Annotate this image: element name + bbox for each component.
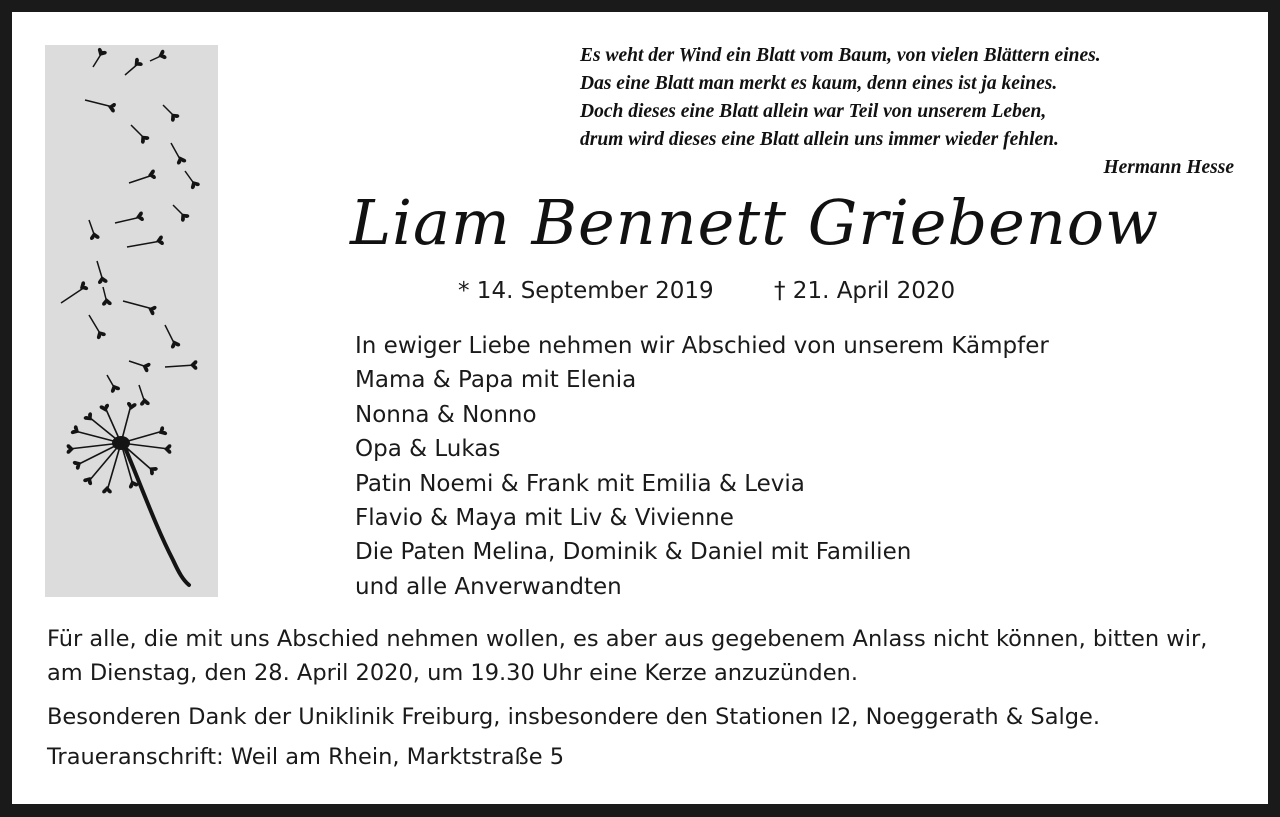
poem-author: Hermann Hesse	[1103, 157, 1234, 178]
mourners-intro: In ewiger Liebe nehmen wir Abschied von unserem Kämpfer	[355, 333, 1049, 359]
mourner-entry: Die Paten Melina, Dominik & Daniel mit Familien	[355, 539, 912, 566]
mourner-entry: Flavio & Maya mit Liv & Vivienne	[355, 505, 734, 532]
mourner-entry: Mama & Papa mit Elenia	[355, 367, 637, 394]
dandelion-illustration	[45, 45, 218, 597]
mourning-address: Traueranschrift: Weil am Rhein, Marktstraße 5	[47, 744, 565, 770]
poem-line: Es weht der Wind ein Blatt vom Baum, von vielen Blättern eines.	[580, 45, 1101, 66]
candle-notice-line: Für alle, die mit uns Abschied nehmen wollen, es aber aus gegebenem Anlass nicht können, bitten wir,	[47, 626, 1208, 652]
mourners-list	[355, 329, 1235, 604]
poem	[580, 42, 1240, 182]
death-date: † 21. April 2020	[774, 278, 956, 304]
poem-line: Das eine Blatt man merkt es kaum, denn eines ist ja keines.	[580, 73, 1058, 94]
poem-line: drum wird dieses eine Blatt allein uns immer wieder fehlen.	[580, 129, 1059, 150]
footer-notes	[47, 622, 1247, 774]
poem-line: Doch dieses eine Blatt allein war Teil von unserem Leben,	[580, 101, 1047, 122]
mourner-entry: Nonna & Nonno	[355, 401, 537, 428]
birth-date: * 14. September 2019	[458, 278, 714, 304]
candle-notice-line: am Dienstag, den 28. April 2020, um 19.30 Uhr eine Kerze anzuzünden.	[47, 660, 858, 686]
deceased-name: Liam Bennett Griebenow	[350, 186, 1160, 259]
thanks-note: Besonderen Dank der Uniklinik Freiburg, insbesondere den Stationen I2, Noeggerath & Salge.	[47, 704, 1101, 730]
mourner-entry: und alle Anverwandten	[355, 573, 622, 600]
mourner-entry: Opa & Lukas	[355, 436, 501, 463]
mourner-entry: Patin Noemi & Frank mit Emilia & Levia	[355, 470, 805, 497]
dandelion-hearts-icon	[45, 45, 218, 597]
